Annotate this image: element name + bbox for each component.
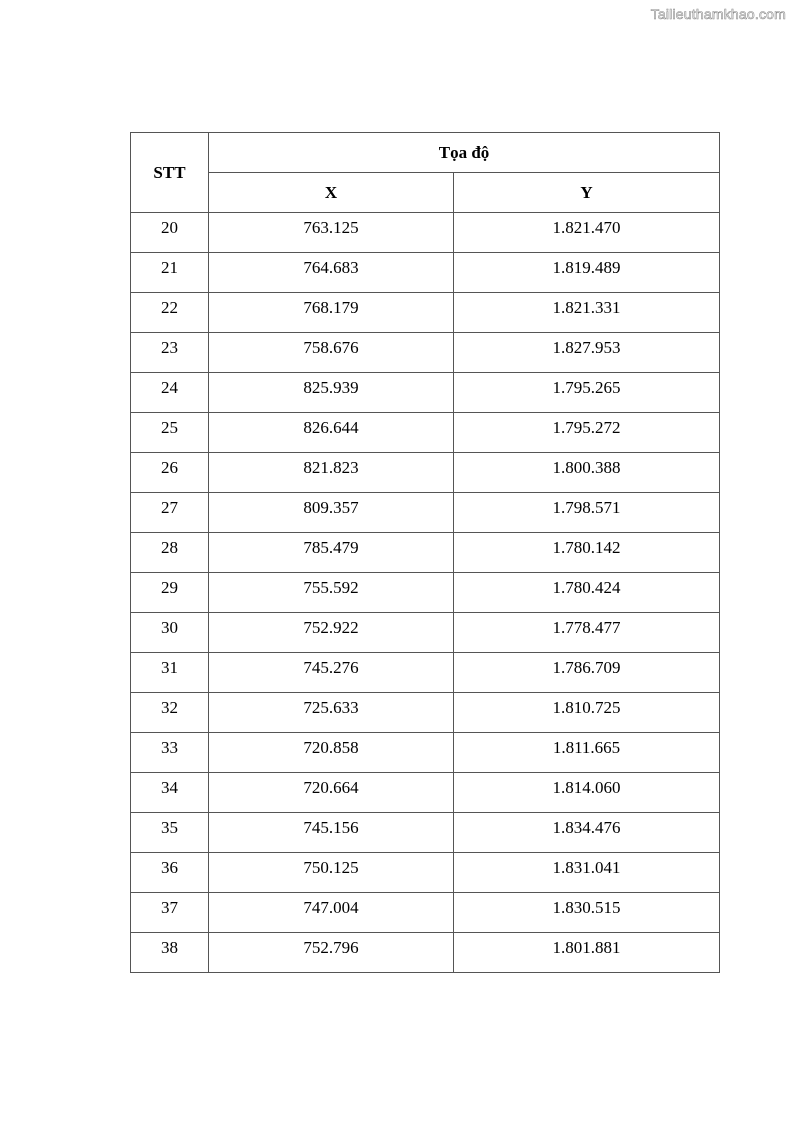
cell-x: 768.179 [209, 293, 454, 333]
cell-x: 785.479 [209, 533, 454, 573]
cell-y: 1.798.571 [454, 493, 720, 533]
table-row [131, 733, 720, 773]
cell-y: 1.786.709 [454, 653, 720, 693]
cell-x: 745.156 [209, 813, 454, 853]
cell-y: 1.821.331 [454, 293, 720, 333]
cell-y: 1.778.477 [454, 613, 720, 653]
cell-stt: 20 [131, 213, 209, 253]
cell-stt: 22 [131, 293, 209, 333]
cell-x: 752.922 [209, 613, 454, 653]
cell-y: 1.801.881 [454, 933, 720, 973]
cell-stt: 31 [131, 653, 209, 693]
table-row [131, 853, 720, 893]
cell-stt: 30 [131, 613, 209, 653]
cell-y: 1.811.665 [454, 733, 720, 773]
cell-x: 764.683 [209, 253, 454, 293]
cell-x: 750.125 [209, 853, 454, 893]
table-row [131, 293, 720, 333]
cell-stt: 21 [131, 253, 209, 293]
table-row [131, 373, 720, 413]
table-row [131, 253, 720, 293]
cell-stt: 29 [131, 573, 209, 613]
cell-y: 1.780.142 [454, 533, 720, 573]
cell-x: 763.125 [209, 213, 454, 253]
cell-y: 1.831.041 [454, 853, 720, 893]
header-stt: STT [131, 133, 209, 213]
header-y: Y [454, 173, 720, 213]
cell-stt: 23 [131, 333, 209, 373]
table-row [131, 453, 720, 493]
coordinates-table [130, 132, 720, 973]
cell-y: 1.827.953 [454, 333, 720, 373]
cell-x: 826.644 [209, 413, 454, 453]
watermark: Tailieuthamkhao.com [650, 6, 786, 22]
cell-y: 1.800.388 [454, 453, 720, 493]
table-row [131, 693, 720, 733]
table-row [131, 573, 720, 613]
cell-y: 1.780.424 [454, 573, 720, 613]
cell-stt: 38 [131, 933, 209, 973]
cell-stt: 34 [131, 773, 209, 813]
cell-stt: 32 [131, 693, 209, 733]
header-x: X [209, 173, 454, 213]
table-header [131, 133, 720, 213]
table-row [131, 933, 720, 973]
table-row [131, 413, 720, 453]
table-row [131, 813, 720, 853]
cell-y: 1.814.060 [454, 773, 720, 813]
header-row-bottom [131, 173, 720, 213]
cell-x: 825.939 [209, 373, 454, 413]
cell-x: 752.796 [209, 933, 454, 973]
cell-y: 1.819.489 [454, 253, 720, 293]
cell-y: 1.834.476 [454, 813, 720, 853]
cell-stt: 25 [131, 413, 209, 453]
table-row [131, 333, 720, 373]
cell-x: 745.276 [209, 653, 454, 693]
cell-y: 1.830.515 [454, 893, 720, 933]
table-row [131, 893, 720, 933]
cell-x: 809.357 [209, 493, 454, 533]
table-row [131, 493, 720, 533]
table-row [131, 653, 720, 693]
table-body [131, 213, 720, 973]
header-row-top [131, 133, 720, 173]
cell-stt: 28 [131, 533, 209, 573]
table-row [131, 773, 720, 813]
cell-x: 821.823 [209, 453, 454, 493]
cell-x: 747.004 [209, 893, 454, 933]
cell-y: 1.795.265 [454, 373, 720, 413]
cell-x: 758.676 [209, 333, 454, 373]
cell-stt: 26 [131, 453, 209, 493]
cell-stt: 24 [131, 373, 209, 413]
cell-x: 725.633 [209, 693, 454, 733]
table-row [131, 533, 720, 573]
cell-x: 720.664 [209, 773, 454, 813]
cell-stt: 36 [131, 853, 209, 893]
cell-y: 1.821.470 [454, 213, 720, 253]
table-row [131, 213, 720, 253]
cell-stt: 35 [131, 813, 209, 853]
header-coordinates: Tọa độ [209, 133, 720, 173]
cell-x: 720.858 [209, 733, 454, 773]
cell-y: 1.810.725 [454, 693, 720, 733]
cell-x: 755.592 [209, 573, 454, 613]
table-row [131, 613, 720, 653]
cell-y: 1.795.272 [454, 413, 720, 453]
cell-stt: 33 [131, 733, 209, 773]
cell-stt: 27 [131, 493, 209, 533]
cell-stt: 37 [131, 893, 209, 933]
